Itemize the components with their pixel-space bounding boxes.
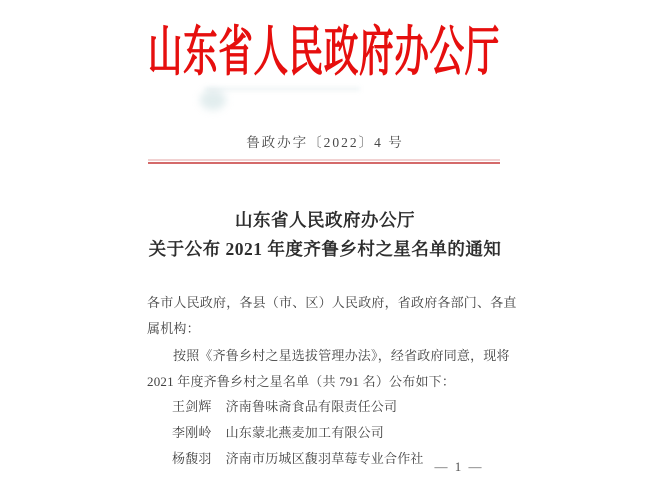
document-title-line2: 关于公布 2021 年度齐鲁乡村之星名单的通知 bbox=[148, 238, 502, 259]
entry-company-name: 济南市历城区馥羽草莓专业合作社 bbox=[225, 451, 424, 466]
salutation-line2: 属机构： bbox=[147, 321, 200, 336]
entry-person-name: 李刚岭 bbox=[172, 425, 212, 440]
entry-company-name: 济南鲁味斋食品有限责任公司 bbox=[225, 399, 398, 414]
letterhead-divider-rule bbox=[148, 162, 500, 164]
document-title-line1: 山东省人民政府办公厅 bbox=[235, 210, 415, 230]
letterhead-title: 山东省人民政府办公厅 bbox=[147, 22, 500, 82]
paragraph-line1: 按照《齐鲁乡村之星选拔管理办法》，经省政府同意，现将 bbox=[173, 348, 510, 363]
scan-smudge-artifact bbox=[200, 90, 226, 110]
scan-streak-artifact bbox=[205, 87, 360, 91]
page-number: — 1 — bbox=[434, 459, 484, 474]
star-list-entry bbox=[172, 422, 384, 441]
salutation-line1: 各市人民政府，各县（市、区）人民政府，省政府各部门、各直 bbox=[147, 295, 517, 310]
star-list-entry bbox=[172, 396, 397, 415]
entry-company-name: 山东蒙北燕麦加工有限公司 bbox=[225, 425, 385, 440]
entry-person-name: 王剑辉 bbox=[172, 399, 212, 414]
star-list-entry bbox=[172, 448, 424, 467]
document-title bbox=[0, 206, 650, 263]
entry-person-name: 杨馥羽 bbox=[172, 451, 212, 466]
paragraph-line2: 2021 年度齐鲁乡村之星名单（共 791 名）公布如下： bbox=[147, 374, 456, 389]
document-number: 鲁政办字〔2022〕4 号 bbox=[246, 135, 404, 150]
